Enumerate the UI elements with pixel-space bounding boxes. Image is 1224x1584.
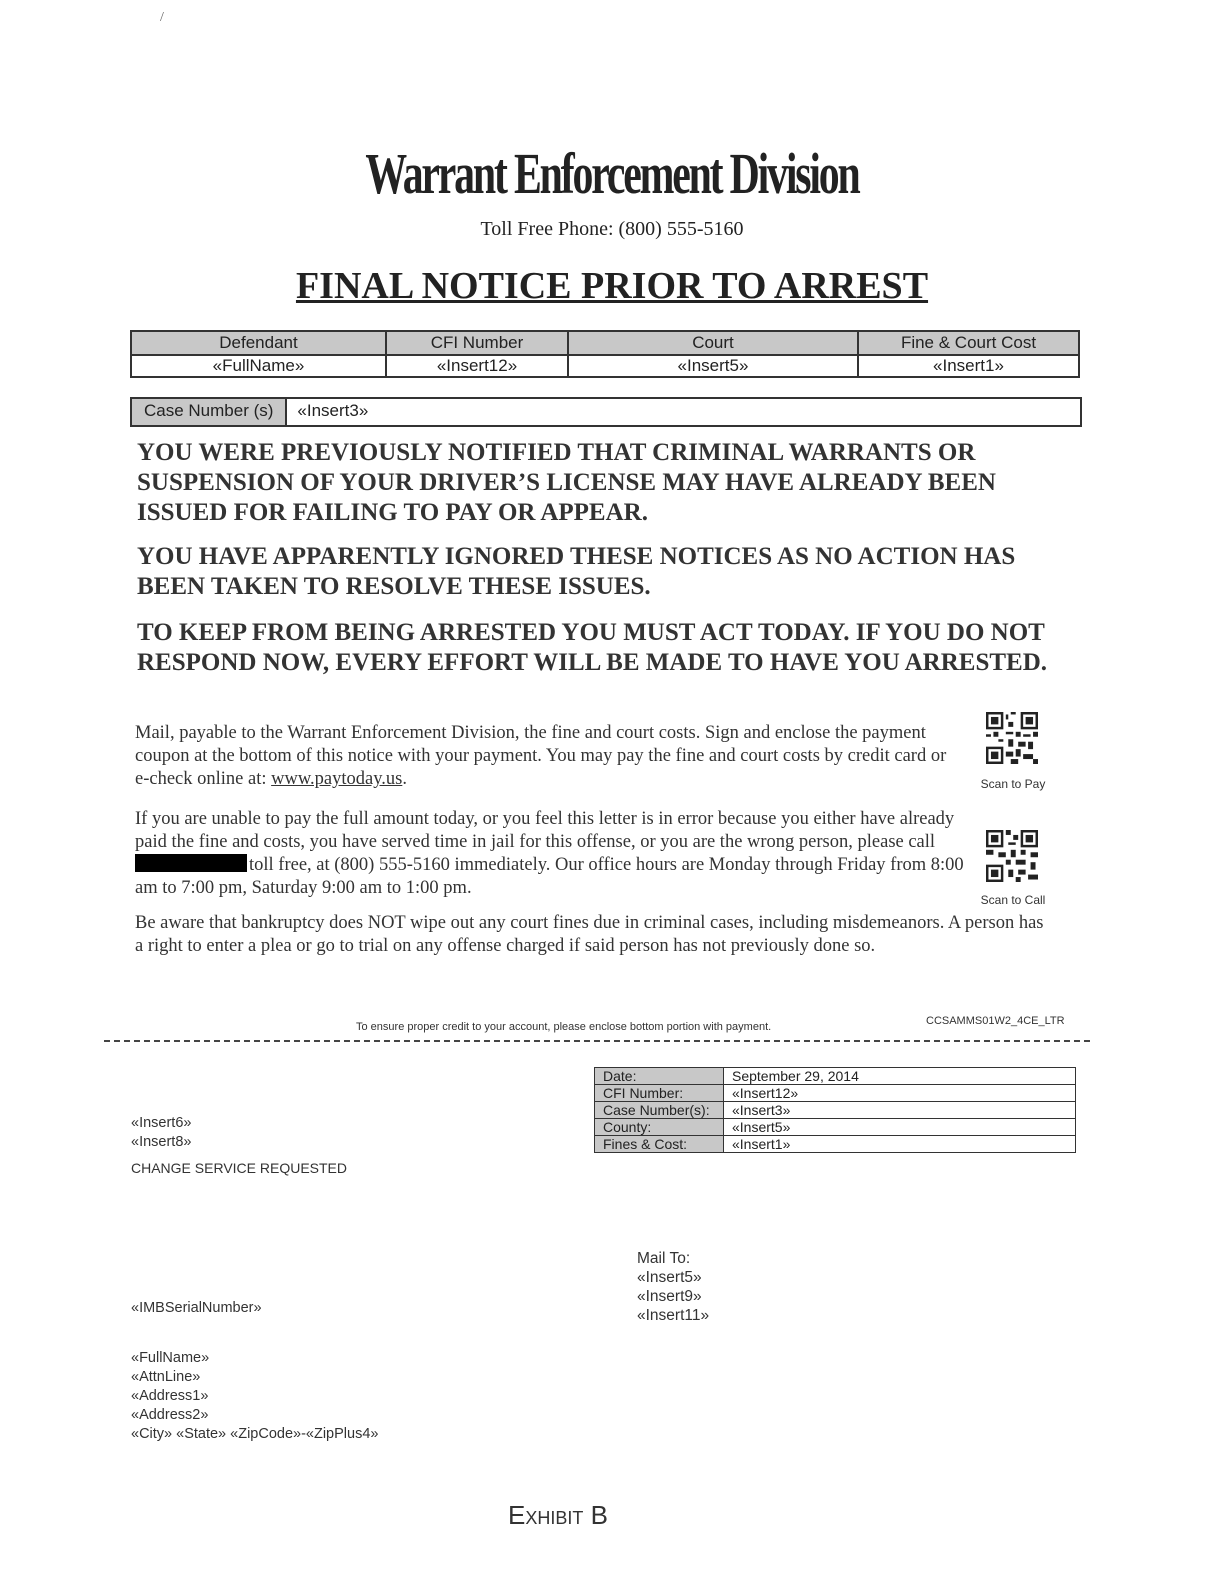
- imb-serial-number: «IMBSerialNumber»: [131, 1300, 262, 1316]
- tear-line: [104, 1040, 1090, 1042]
- unable-to-pay-text: If you are unable to pay the full amount today, or you feel this letter is in error because you either have already paid the fine and costs, you have served time in jail for this offense, or you are the wrong person, please call: [135, 809, 955, 852]
- warning-previously-notified: YOU WERE PREVIOUSLY NOTIFIED THAT CRIMINAL WARRANTS OR SUSPENSION OF YOUR DRIVER’S LICENSE MAY HAVE ALREADY BEEN ISSUED FOR FAILING TO PAY OR APPEAR.: [137, 439, 996, 526]
- recipient-address: [131, 1349, 378, 1444]
- form-code: CCSAMMS01W2_4CE_LTR: [926, 1015, 1065, 1027]
- qr-code-pay-icon[interactable]: [986, 712, 1038, 764]
- table-row: [595, 1102, 1076, 1119]
- warning-ignored-notices: YOU HAVE APPARENTLY IGNORED THESE NOTICES AS NO ACTION HAS BEEN TAKEN TO RESOLVE THESE ISSUES.: [137, 543, 1016, 600]
- fines-cost-value: «Insert1»: [724, 1136, 1076, 1153]
- table-row: [595, 1136, 1076, 1153]
- address-line: «Address2»: [131, 1407, 209, 1423]
- redaction-box: [135, 854, 247, 872]
- insert6-line: «Insert6»: [131, 1115, 192, 1131]
- mail-to-block: [637, 1249, 709, 1325]
- paytoday-link[interactable]: www.paytoday.us: [271, 769, 403, 789]
- stray-mark: /: [160, 10, 164, 25]
- case-number-row: [130, 397, 1082, 427]
- table-row: [595, 1085, 1076, 1102]
- payment-coupon-table: [594, 1067, 1076, 1153]
- qr-code-call-icon[interactable]: [986, 830, 1038, 882]
- notice-title: FINAL NOTICE PRIOR TO ARREST: [295, 265, 929, 307]
- payment-instructions-end: .: [402, 769, 407, 789]
- table-row: [595, 1119, 1076, 1136]
- change-service-requested: CHANGE SERVICE REQUESTED: [131, 1160, 348, 1176]
- agency-title: Warrant Enforcement Division: [365, 141, 859, 206]
- mail-to-line: «Insert5»: [637, 1269, 702, 1286]
- col-cfi-number: CFI Number: [386, 331, 568, 355]
- scan-to-call-label: Scan to Call: [980, 893, 1046, 907]
- exhibit-label: Exhibit B: [508, 1500, 608, 1530]
- payment-instructions-text: Mail, payable to the Warrant Enforcement Division, the fine and court costs. Sign and enclose the payment coupon at the bottom of this notice with your payment. You may pay the fine and court costs by credit card or e-check online at:: [135, 723, 947, 789]
- fine-court-cost-value: «Insert1»: [858, 355, 1079, 377]
- defendant-value: «FullName»: [131, 355, 386, 377]
- court-value: «Insert5»: [568, 355, 858, 377]
- table-row: [595, 1068, 1076, 1085]
- col-court: Court: [568, 331, 858, 355]
- bankruptcy-paragraph: Be aware that bankruptcy does NOT wipe out any court fines due in criminal cases, including misdemeanors. A person has a right to enter a plea or go to trial on any offense charged if said person has not previously done so.: [135, 913, 1044, 956]
- mail-to-line: «Insert9»: [637, 1288, 702, 1305]
- insert8-line: «Insert8»: [131, 1134, 192, 1150]
- col-defendant: Defendant: [131, 331, 386, 355]
- mail-to-line: «Insert11»: [637, 1307, 710, 1324]
- date-label: Date:: [595, 1068, 724, 1085]
- address-line: «Address1»: [131, 1388, 209, 1404]
- county-value: «Insert5»: [724, 1119, 1076, 1136]
- col-fine-court-cost: Fine & Court Cost: [858, 331, 1079, 355]
- address-line: «AttnLine»: [131, 1369, 201, 1385]
- county-label: County:: [595, 1119, 724, 1136]
- toll-free-phone: Toll Free Phone: (800) 555-5160: [480, 218, 744, 240]
- cfi-number-label: CFI Number:: [595, 1085, 724, 1102]
- address-line: «City» «State» «ZipCode»-«ZipPlus4»: [131, 1426, 379, 1442]
- insert-lines: [131, 1114, 191, 1152]
- unable-to-pay-paragraph: [135, 808, 965, 900]
- case-numbers-value: «Insert3»: [724, 1102, 1076, 1119]
- mail-to-label: Mail To:: [637, 1250, 691, 1267]
- payment-instructions: [135, 722, 965, 791]
- ensure-credit-text: To ensure proper credit to your account, please enclose bottom portion with payment.: [356, 1021, 772, 1033]
- case-number-label: Case Number (s): [132, 399, 287, 425]
- case-numbers-label: Case Number(s):: [595, 1102, 724, 1119]
- cfi-number-value: «Insert12»: [386, 355, 568, 377]
- date-value: September 29, 2014: [724, 1068, 1076, 1085]
- case-number-value: «Insert3»: [297, 401, 369, 420]
- cfi-number-coupon-value: «Insert12»: [724, 1085, 1076, 1102]
- fines-cost-label: Fines & Cost:: [595, 1136, 724, 1153]
- defendant-table: [130, 330, 1080, 378]
- scan-to-pay-label: Scan to Pay: [980, 777, 1046, 791]
- office-hours-text: toll free, at (800) 555-5160 immediately. Our office hours are Monday through Friday from 8:00 am to 7:00 pm, Saturday 9:00 am to 1:00 pm.: [135, 855, 964, 898]
- address-line: «FullName»: [131, 1350, 210, 1366]
- warning-act-today: TO KEEP FROM BEING ARRESTED YOU MUST ACT TODAY. IF YOU DO NOT RESPOND NOW, EVERY EFFORT WILL BE MADE TO HAVE YOU ARRESTED.: [137, 619, 1048, 676]
